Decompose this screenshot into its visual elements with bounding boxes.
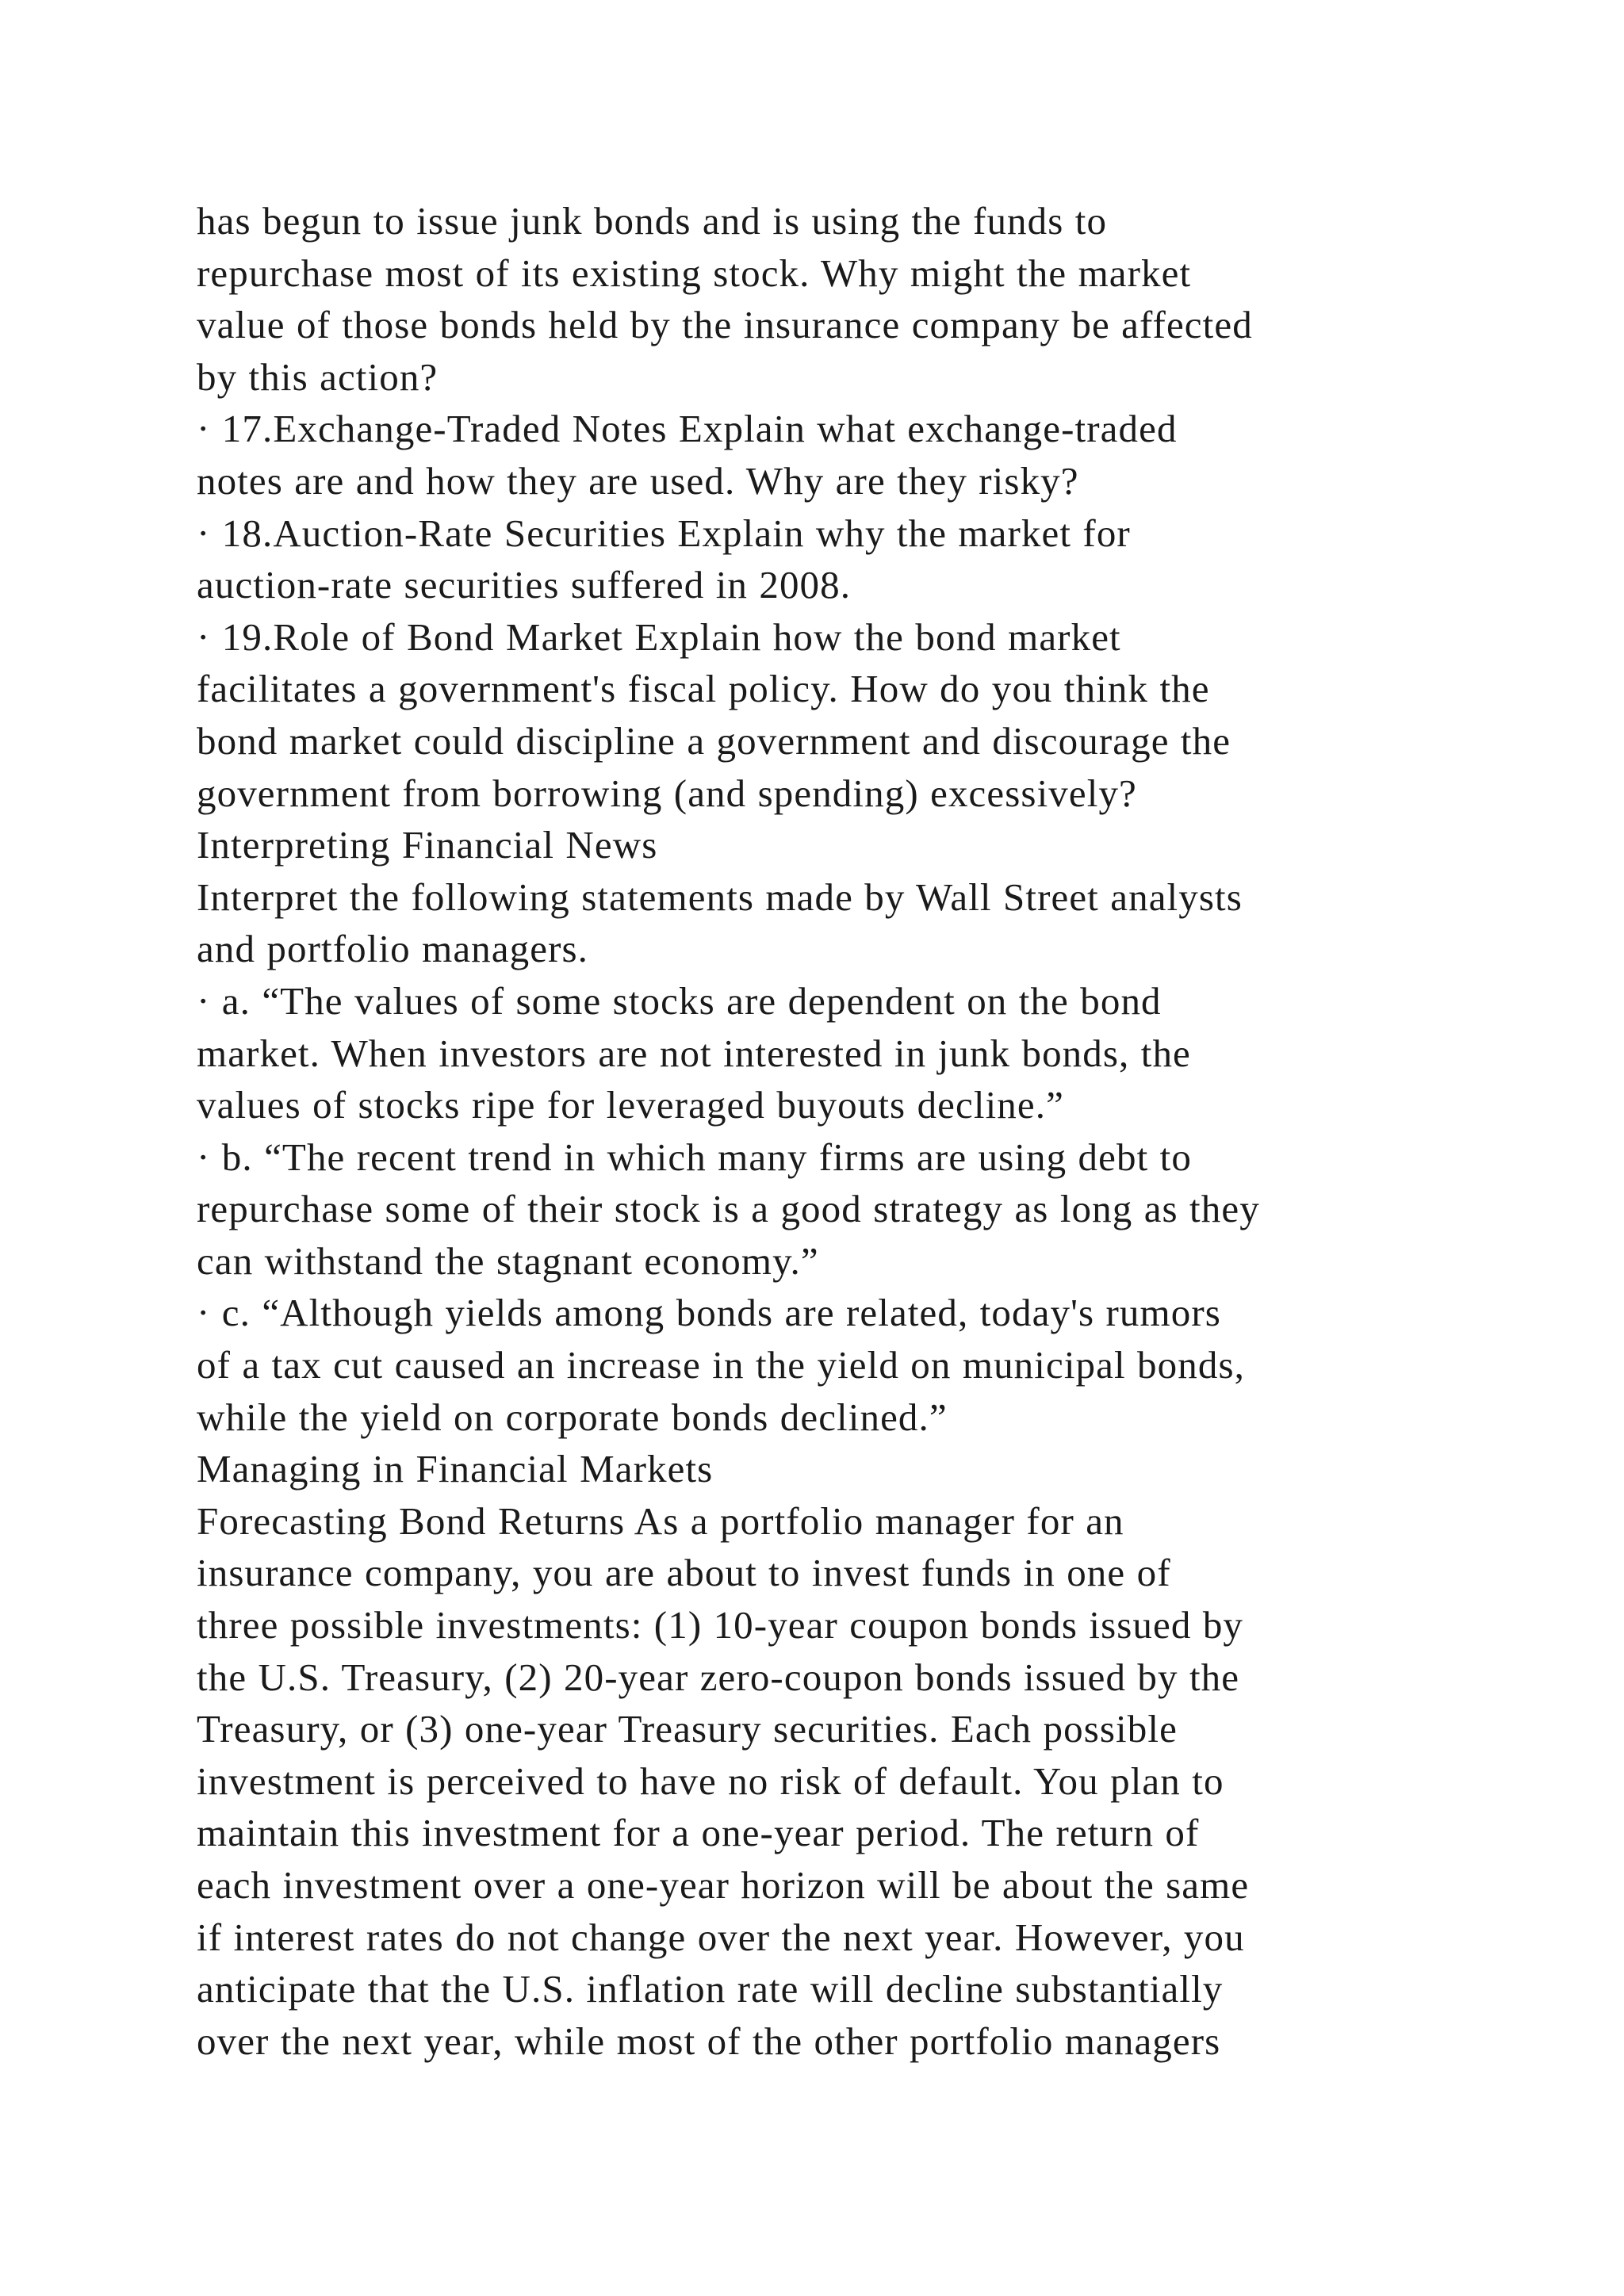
- text-line: repurchase most of its existing stock. Why might the market: [197, 251, 1192, 295]
- text-line: the U.S. Treasury, (2) 20-year zero-coupon bonds issued by the: [197, 1655, 1240, 1699]
- question-19-line: · 19.Role of Bond Market Explain how the bond market: [197, 614, 1121, 659]
- question-18-line: · 18.Auction-Rate Securities Explain why the market for: [197, 511, 1131, 555]
- document-body-text: [197, 195, 1561, 2067]
- text-line: Treasury, or (3) one-year Treasury securities. Each possible: [197, 1707, 1178, 1751]
- statement-b-line: · b. “The recent trend in which many firms are using debt to: [197, 1135, 1192, 1179]
- text-line: has begun to issue junk bonds and is using the funds to: [197, 199, 1108, 243]
- text-line: and portfolio managers.: [197, 927, 589, 971]
- text-line: facilitates a government's fiscal policy. How do you think the: [197, 667, 1210, 711]
- text-line: notes are and how they are used. Why are they risky?: [197, 458, 1079, 503]
- text-line: three possible investments: (1) 10-year coupon bonds issued by: [197, 1603, 1244, 1647]
- text-line: of a tax cut caused an increase in the yield on municipal bonds,: [197, 1343, 1245, 1387]
- text-line: Interpret the following statements made by Wall Street analysts: [197, 874, 1243, 919]
- question-17-line: · 17.Exchange-Traded Notes Explain what exchange-traded: [197, 407, 1178, 451]
- text-line: value of those bonds held by the insurance company be affected: [197, 303, 1253, 347]
- text-line: government from borrowing (and spending) excessively?: [197, 771, 1137, 815]
- statement-c-line: · c. “Although yields among bonds are related, today's rumors: [197, 1291, 1221, 1335]
- text-line: each investment over a one-year horizon will be about the same: [197, 1863, 1250, 1907]
- text-line: investment is perceived to have no risk of default. You plan to: [197, 1758, 1224, 1803]
- text-line: can withstand the stagnant economy.”: [197, 1238, 819, 1283]
- section-heading-managing-in-financial-markets: Managing in Financial Markets: [197, 1447, 714, 1491]
- text-line: anticipate that the U.S. inflation rate will decline substantially: [197, 1967, 1224, 2011]
- text-line: if interest rates do not change over the next year. However, you: [197, 1915, 1245, 1959]
- text-line: repurchase some of their stock is a good strategy as long as they: [197, 1187, 1260, 1231]
- text-line: by this action?: [197, 354, 439, 399]
- text-line: values of stocks ripe for leveraged buyouts decline.”: [197, 1083, 1064, 1127]
- text-line: insurance company, you are about to invest funds in one of: [197, 1551, 1171, 1595]
- text-line: bond market could discipline a government and discourage the: [197, 718, 1231, 763]
- statement-a-line: · a. “The values of some stocks are dependent on the bond: [197, 978, 1162, 1023]
- section-heading-interpreting-financial-news: Interpreting Financial News: [197, 823, 658, 867]
- text-line: while the yield on corporate bonds declined.”: [197, 1395, 948, 1439]
- text-line: maintain this investment for a one-year period. The return of: [197, 1811, 1200, 1855]
- text-line: Forecasting Bond Returns As a portfolio manager for an: [197, 1498, 1124, 1543]
- text-line: market. When investors are not interested in junk bonds, the: [197, 1031, 1191, 1075]
- text-line: over the next year, while most of the other portfolio managers: [197, 2019, 1221, 2063]
- text-line: auction-rate securities suffered in 2008.: [197, 563, 852, 607]
